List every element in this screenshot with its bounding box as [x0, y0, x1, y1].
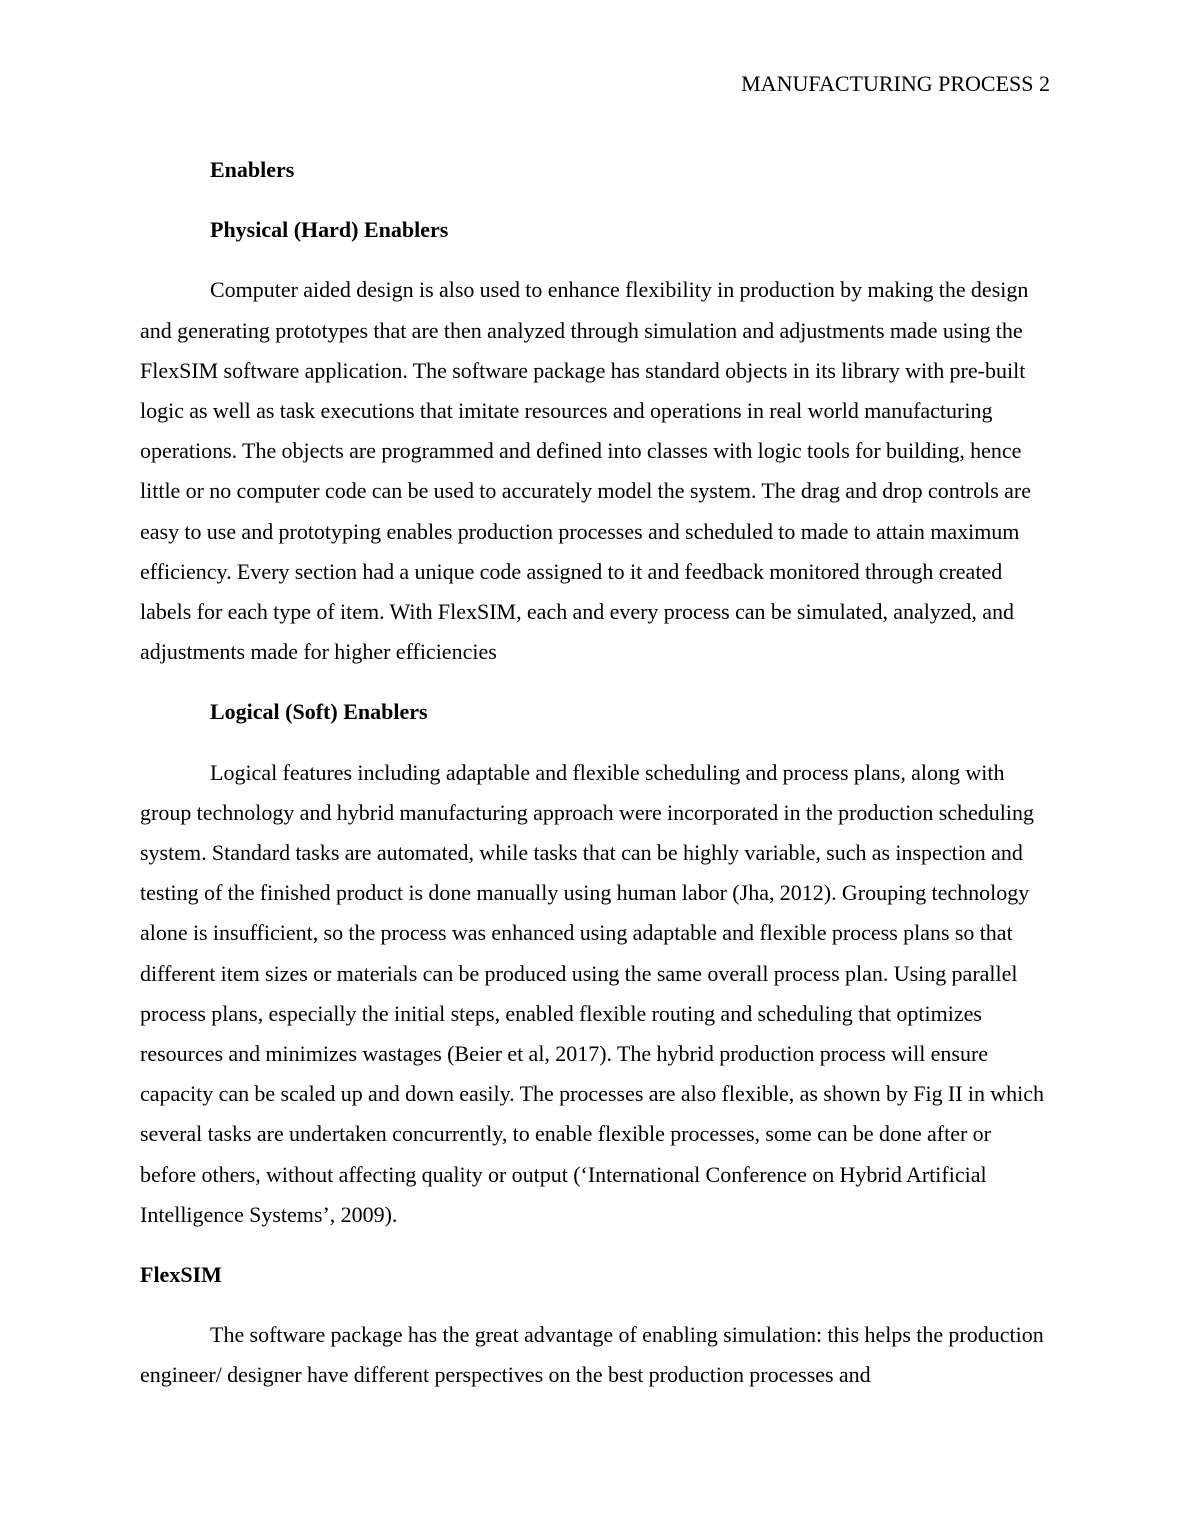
paragraph-logical-enablers: Logical features including adaptable and flexible scheduling and process plans, along with group technology and hybrid manufacturing approach were incorporated in the production scheduling system. Standard tasks are automated, while tasks that can be highly variable, such as inspection and testing of the finished product is done manually using human labor (Jha, 2012). Grouping technology alone is insufficient, so the process was enhanced using adaptable and flexible process plans so that different item sizes or materials can be produced using the same overall process plan. Using parallel process plans, especially the initial steps, enabled flexible routing and scheduling that optimizes resources and minimizes wastages (Beier et al, 2017). The hybrid production process will ensure capacity can be scaled up and down easily. The processes are also flexible, as shown by Fig II in which several tasks are undertaken concurrently, to enable flexible processes, some can be done after or before others, without affecting quality or output (‘International Conference on Hybrid Artificial Intelligence Systems’, 2009).	[140, 759, 1045, 1227]
paragraph-flexsim: The software package has the great advantage of enabling simulation: this helps the production engineer/ designer have different perspectives on the best production processes and	[140, 1322, 1044, 1388]
section-heading-enablers: Enablers	[210, 157, 295, 182]
paragraph-physical-enablers: Computer aided design is also used to enhance flexibility in production by making the design and generating prototypes that are then analyzed through simulation and adjustments made using the FlexSIM software application. The software package has standard objects in its library with pre-built logic as well as task executions that imitate resources and operations in real world manufacturing operations. The objects are programmed and defined into classes with logic tools for building, hence little or no computer code can be used to accurately model the system. The drag and drop controls are easy to use and prototyping enables production processes and scheduled to made to attain maximum efficiency. Every section had a unique code assigned to it and feedback monitored through created labels for each type of item. With FlexSIM, each and every process can be simulated, analyzed, and adjustments made for higher efficiencies	[140, 277, 1031, 665]
running-head: MANUFACTURING PROCESS 2	[741, 71, 1050, 96]
section-heading-flexsim: FlexSIM	[140, 1262, 222, 1288]
subsection-heading-physical: Physical (Hard) Enablers	[210, 217, 449, 243]
document-body	[140, 150, 1050, 1416]
subsection-heading-logical: Logical (Soft) Enablers	[210, 699, 428, 725]
